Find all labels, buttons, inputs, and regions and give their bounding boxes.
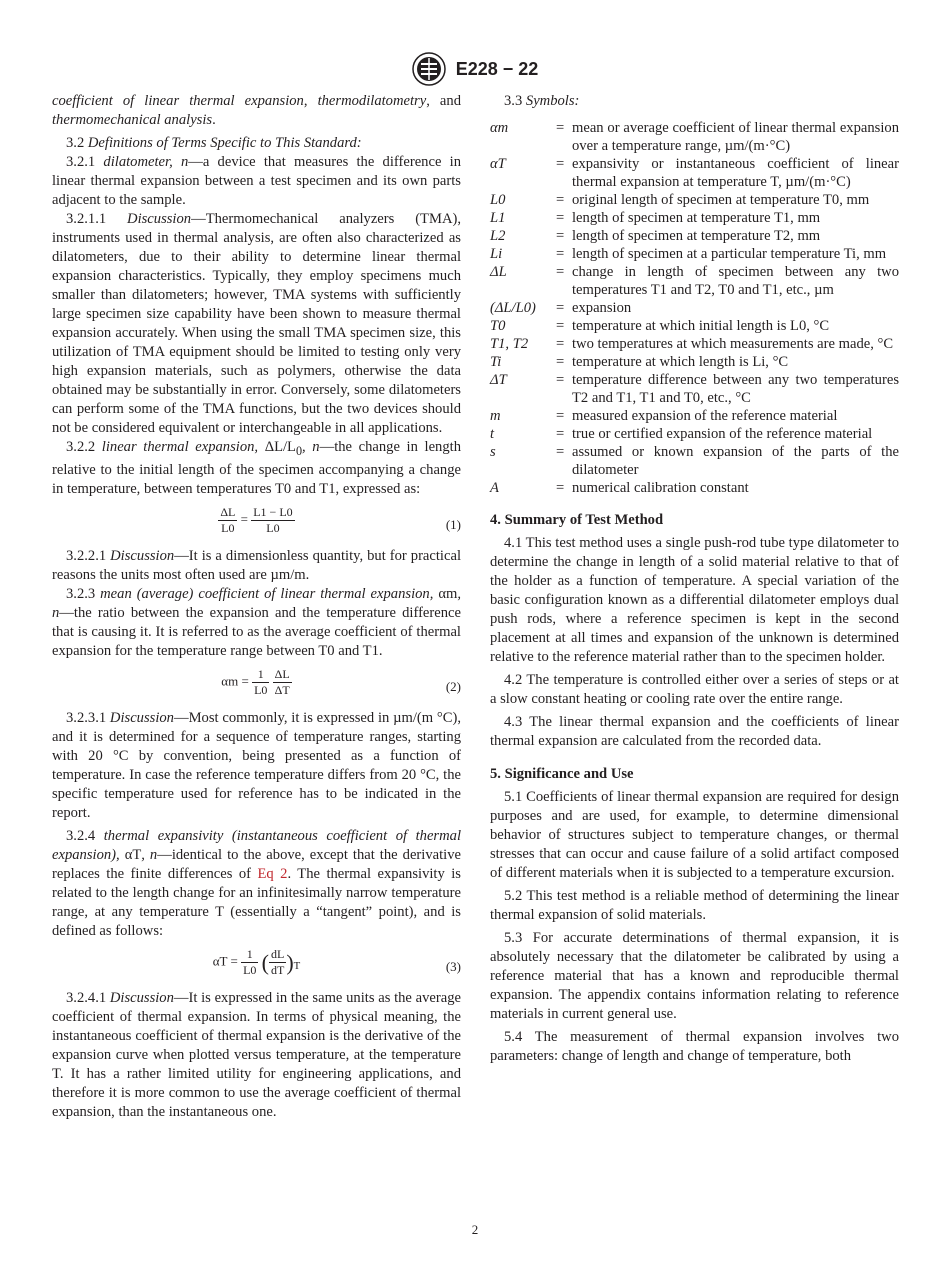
symbol-eq: =: [556, 156, 565, 172]
symbol-eq: =: [556, 336, 565, 352]
symbol-desc: length of specimen at temperature T2, mm: [572, 228, 821, 244]
symbol-desc: length of specimen at a particular temperature Ti, mm: [572, 246, 887, 262]
paragraph-5-2: 5.2 This test method is a reliable method of determining the linear thermal expansion of solid materials.: [490, 888, 899, 923]
symbol-row: [490, 227, 899, 245]
symbol-row: [490, 371, 899, 407]
symbol-eq: =: [556, 480, 565, 496]
symbol-desc: expansion: [572, 300, 632, 316]
section-3-2-4-1: 3.2.4.1 Discussion—It is expressed in the same units as the average coefficient of thermal expansion. In terms of physical meaning, the instantaneous coefficient of thermal expansion is the derivative of the expansion curve when plotted versus temperature, at the temperature T. It has a rather limited utility for engineering applications, and therefore it is more common to use the average coefficient of thermal expansion, than the instantaneous one.: [52, 989, 461, 1120]
symbol-sym: L1: [490, 210, 506, 226]
symbol-row: [490, 209, 899, 227]
symbol-sym: T1, T2: [490, 336, 529, 352]
paragraph-5-4: 5.4 The measurement of thermal expansion involves two parameters: change of length and change of temperature, both: [490, 1029, 899, 1064]
section-3-2-2-1: 3.2.2.1 Discussion—It is a dimensionless quantity, but for practical reasons the units most often used are µm/m.: [52, 547, 462, 583]
symbol-row: [490, 155, 899, 191]
symbol-eq: =: [556, 318, 565, 334]
symbol-eq: =: [556, 228, 565, 244]
symbol-desc: two temperatures at which measurements are made, °C: [572, 336, 894, 352]
section-3-3-heading: 3.3 Symbols:: [504, 93, 580, 109]
symbol-eq: =: [556, 192, 565, 208]
symbol-desc: temperature at which length is Li, °C: [572, 354, 789, 370]
symbol-desc: measured expansion of the reference material: [572, 408, 838, 424]
symbol-row: [490, 119, 899, 155]
symbol-eq: =: [556, 408, 565, 424]
symbol-sym: t: [490, 426, 495, 442]
symbol-desc: true or certified expansion of the reference material: [572, 426, 873, 442]
section-3-2-3-1: 3.2.3.1 Discussion—Most commonly, it is expressed in µm/(m °C), and it is determined for a sequence of temperature ranges, starting with 20 °C by convention, being presented as a function of temperature. In case the reference temperature differs from 20 °C, the specific temperature used for reference has to be indicated in the report.: [52, 709, 462, 821]
symbol-eq: =: [556, 120, 565, 136]
symbol-eq: =: [556, 372, 565, 388]
symbol-sym: (ΔL/L0): [490, 300, 536, 316]
intro-paragraph: coefficient of linear thermal expansion, thermodilatometry, and thermomechanical analysis.: [52, 93, 461, 128]
symbol-sym: s: [490, 444, 496, 460]
symbol-sym: L2: [490, 228, 506, 244]
paragraph-4-1: 4.1 This test method uses a single push-rod tube type dilatometer to determine the change in length of a solid material relative to that of the holder as a function of temperature. A special variation of the basic configuration known as a differential dilatometer employs dual push rods, where a reference specimen is kept in the second placement at all times and expansion of the unknown is determined relative to the reference material rather than to the specimen holder.: [490, 535, 899, 665]
symbol-row: [490, 407, 899, 425]
symbol-eq: =: [556, 246, 565, 262]
symbol-sym: T0: [490, 318, 506, 334]
equation-1: $\frac{\Delta L}{L0}$ = $\frac{L1 - L0}{L0}$ (1): [220, 504, 461, 535]
symbol-eq: =: [556, 354, 565, 370]
symbol-desc: change in length of specimen between any two temperatures T1 and T2, T0 and T1, etc., µm: [572, 264, 899, 298]
symbols-table: [490, 119, 899, 497]
equation-2: αm = $\frac{1}{L0}$ $\frac{\Delta L}{\Delta T}$ (2): [221, 666, 461, 697]
paragraph-4-3: 4.3 The linear thermal expansion and the coefficients of linear thermal expansion are calculated from the recorded data.: [490, 714, 899, 749]
symbol-row: [490, 299, 899, 317]
standard-code: E228 − 22: [455, 58, 539, 79]
section-4-heading: 4. Summary of Test Method: [490, 512, 664, 528]
section-3-2-heading: 3.2 Definitions of Terms Specific to This Standard:: [66, 135, 362, 151]
section-5-heading: 5. Significance and Use: [490, 766, 634, 782]
section-3-2-3: 3.2.3 mean (average) coefficient of linear thermal expansion, αm, n—the ratio between the expansion and the temperature difference that is causing it. It is referred to as the average coefficient of thermal expansion for the temperature range between T0 and T1.: [52, 585, 461, 659]
symbol-desc: expansivity or instantaneous coefficient of linear thermal expansion at temperature T, µm/(m·°C): [572, 156, 899, 190]
equation-2-number: (2): [445, 678, 461, 694]
left-column: [52, 92, 461, 1122]
equation-3-number: (3): [445, 958, 461, 974]
equation-3: αT = $\frac{1}{L0}$ ( $\frac{dL}{dT}$ )$_T$ (3): [212, 946, 461, 977]
page-header: [0, 52, 950, 86]
symbol-row: [490, 479, 899, 497]
symbol-sym: L0: [490, 192, 506, 208]
symbol-row: [490, 245, 899, 263]
section-3-2-1-1: 3.2.1.1 Discussion—Thermomechanical analyzers (TMA), instruments used in thermal analysis, are often also characterized as dilatometers, due to their ability to determine linear thermal expansion characteristics. Typically, they employ specimens much smaller than dilatometers; however, TMA systems with sufficiently large specimen size capability have been shown to measure thermal expansion accurately. When using the small TMA specimen size, this utilization of TMA equipment should be limited to testing only very high expansion materials, such as polymers, otherwise the data obtained may be substantially in error. Conversely, some dilatometers can perform some of the TMA functions, but the two devices should not be considered equivalent or interchangeable in all applications.: [52, 211, 461, 436]
symbol-eq: =: [556, 444, 565, 460]
symbol-eq: =: [556, 300, 565, 316]
paragraph-5-1: 5.1 Coefficients of linear thermal expansion are required for design purposes and are used, for example, to determine dimensional behavior of structures subject to temperature changes, or thermal stresses that can occur and cause failure of a solid artifact composed of different materials when it is subjected to a temperature excursion.: [490, 789, 899, 881]
symbol-eq: =: [556, 210, 565, 226]
section-3-2-1: 3.2.1 dilatometer, n—a device that measures the difference in linear thermal expansion between a test specimen and its own parts adjacent to the sample.: [52, 154, 462, 208]
symbol-eq: =: [556, 264, 565, 280]
symbol-desc: length of specimen at temperature T1, mm: [572, 210, 821, 226]
symbol-sym: αm: [490, 120, 509, 136]
symbol-desc: temperature at which initial length is L0, °C: [572, 318, 830, 334]
symbol-sym: ΔL: [490, 264, 507, 280]
symbol-row: [490, 317, 899, 335]
symbol-desc: original length of specimen at temperature T0, mm: [572, 192, 870, 208]
astm-logo-icon: [412, 52, 446, 86]
symbol-sym: Li: [490, 246, 503, 262]
paragraph-4-2: 4.2 The temperature is controlled either over a series of steps or at a slow constant heating or cooling rate over the entire range.: [490, 672, 899, 707]
symbol-desc: mean or average coefficient of linear thermal expansion over a temperature range, µm/(m·°C): [572, 120, 899, 154]
symbol-desc: temperature difference between any two temperatures T2 and T1, T1 and T0, etc., °C: [572, 372, 899, 406]
section-3-2-4: 3.2.4 thermal expansivity (instantaneous coefficient of thermal expansion), αT, n—identical to the above, except that the derivative replaces the finite differences of Eq 2. The thermal expansivity is related to the length change for an infinitesimally narrow temperature range, at any temperature T (essentially a “tangent” point), and is defined as follows:: [52, 827, 462, 939]
symbol-desc: numerical calibration constant: [572, 480, 749, 496]
symbol-row: [490, 191, 899, 209]
symbol-sym: αT: [490, 156, 506, 172]
symbol-desc: assumed or known expansion of the parts of the dilatometer: [572, 444, 899, 478]
symbol-row: [490, 353, 899, 371]
eq2-link[interactable]: Eq 2: [257, 865, 288, 882]
symbol-sym: Ti: [490, 354, 502, 370]
symbol-row: [490, 425, 899, 443]
symbol-sym: A: [490, 480, 499, 496]
section-3-2-2: 3.2.2 linear thermal expansion, $\Delta L/L_0$, n—the change in length relative to the initial length of the specimen accompanying a change in temperature, between temperatures T0 and T1, expressed as:: [52, 439, 461, 497]
right-column: [490, 92, 899, 1066]
symbol-row: [490, 443, 899, 479]
symbol-row: [490, 263, 899, 299]
symbol-sym: ΔT: [490, 372, 507, 388]
symbol-sym: m: [490, 408, 501, 424]
symbol-eq: =: [556, 426, 565, 442]
page-number: 2: [471, 1222, 479, 1237]
paragraph-5-3: 5.3 For accurate determinations of thermal expansion, it is absolutely necessary that the dilatometer be calibrated by using a reference material that has a known and reproducible thermal expansion. The appendix contains information relating to reference materials in current general use.: [490, 930, 899, 1022]
equation-1-number: (1): [445, 516, 461, 532]
symbol-row: [490, 335, 899, 353]
